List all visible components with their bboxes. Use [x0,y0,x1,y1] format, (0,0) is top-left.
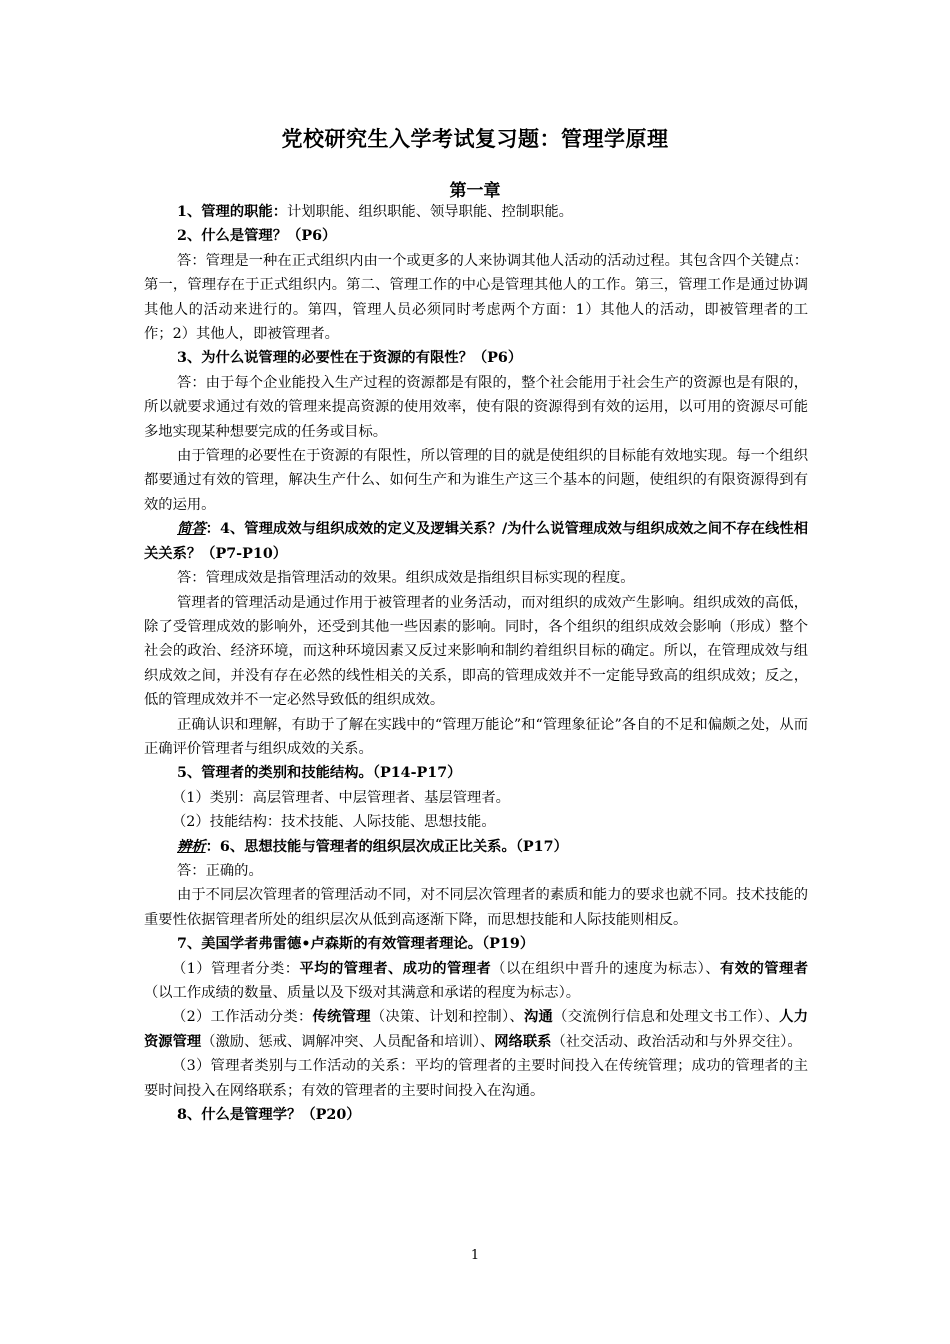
page-number: 1 [470,1248,480,1263]
chapter-heading: 第一章 [449,181,501,201]
q7-item-2-bold-2: 沟通 [523,1009,554,1026]
question-6-paragraph-2: 由于不同层次管理者的管理活动不同，对不同层次管理者的素质和能力的要求也就不同。技术技能的重要性依据管理者所处的组织层次从低到高逐渐下降，而思想技能和人际技能则相反。 [144,887,808,928]
question-1-text: 计划职能、组织职能、领导职能、控制职能。 [287,204,573,220]
question-5-item-2: （2）技能结构：技术技能、人际技能、思想技能。 [172,814,496,831]
question-3-heading: 3、为什么说管理的必要性在于资源的有限性？（P6） [177,350,523,367]
question-6-heading [144,835,808,859]
q7-item-1-text-2: （以工作成绩的数量、质量以及下级对其满意和承诺的程度为标志）。 [144,985,581,1001]
question-7-heading: 7、美国学者弗雷德•卢森斯的有效管理者理论。（P19） [177,936,535,953]
q7-item-2-bold-4: 网络联系 [494,1033,552,1050]
q7-item-2-text-4: （社交活动、政治活动和与外界交往）。 [551,1033,802,1050]
question-5-item-1: （1）类别：高层管理者、中层管理者、基层管理者。 [172,789,510,806]
question-4-label: ：4、管理成效与组织成效的定义及逻辑关系？/为什么说管理成效与组织成效之间不存在线性相关关系？（P7-P10） [144,521,809,562]
q7-item-1-bold-1: 平均的管理者、成功的管理者 [299,960,492,977]
q7-item-1-bold-2: 有效的管理者 [719,960,809,977]
q7-item-2-bold-1: 传统管理 [312,1009,371,1026]
question-4-heading [144,517,808,566]
question-8-heading: 8、什么是管理学？（P20） [177,1107,361,1124]
question-2-answer: 答：管理是一种在正式组织内由一个或更多的人来协调其他人活动的活动过程。其包含四个关键点：第一，管理存在于正式组织内。第二、管理工作的中心是管理其他人的工作。第三，管理工作是通过协调其他人的活动来进行的。第四，管理人员必须同时考虑两个方面：1）其他人的活动，即被管理者的工作；2）其他人，即被管理者。 [144,252,808,343]
question-2-heading: 2、什么是管理？（P6） [177,228,337,245]
q7-item-2-text-1: （决策、计划和控制）、 [370,1009,524,1026]
q7-item-2-text-3: （激励、惩戒、调解冲突、人员配备和培训）、 [201,1033,495,1050]
question-6-tag: 辨析 [177,838,206,855]
document-title: 党校研究生入学考试复习题：管理学原理 [281,126,669,151]
question-3-paragraph-2: 由于管理的必要性在于资源的有限性，所以管理的目的就是使组织的目标能有效地实现。每一个组织都要通过有效的管理，解决生产什么、如何生产和为谁生产这三个基本的问题，使组织的有限资源得到有效的运用。 [144,448,808,513]
question-1 [144,200,808,224]
q7-item-1-prefix: （1）管理者分类： [172,960,300,977]
q7-item-2-text-2: （交流例行信息和处理文书工作）、 [553,1009,780,1026]
question-7-item-2 [144,1005,808,1054]
question-6-answer: 答：正确的。 [177,862,263,879]
question-5-heading: 5、管理者的类别和技能结构。（P14-P17） [177,765,462,782]
question-6-label: ：6、思想技能与管理者的组织层次成正比关系。（P17） [205,838,568,855]
document-body [144,200,808,1127]
question-4-paragraph-2: 管理者的管理活动是通过作用于被管理者的业务活动，而对组织的成效产生影响。组织成效的高低，除了受管理成效的影响外，还受到其他一些因素的影响。同时，各个组织的组织成效会影响（形成）整个社会的政治、经济环境，而这种环境因素又反过来影响和制约着组织目标的确定。所以，在管理成效与组织成效之间，并没有存在必然的线性相关的关系，即高的管理成效并不一定能导致高的组织成效；反之，低的管理成效并不一定必然导致低的组织成效。 [144,594,808,709]
question-1-label: 1、管理的职能： [177,204,288,220]
question-4-tag: 简答 [177,521,206,538]
question-7-item-1 [144,957,808,1006]
question-7-item-3: （3）管理者类别与工作活动的关系：平均的管理者的主要时间投入在传统管理；成功的管理者的主要时间投入在网络联系；有效的管理者的主要时间投入在沟通。 [144,1058,808,1099]
q7-item-2-prefix: （2）工作活动分类： [172,1009,313,1026]
q7-item-2-bold-3: 人力资源管理 [144,1009,809,1050]
question-4-answer: 答：管理成效是指管理活动的效果。组织成效是指组织目标实现的程度。 [177,570,635,587]
question-3-answer: 答：由于每个企业能投入生产过程的资源都是有限的，整个社会能用于社会生产的资源也是有限的，所以就要求通过有效的管理来提高资源的使用效率，使有限的资源得到有效的运用，以可用的资源尽可能多地实现某种想要完成的任务或目标。 [144,374,808,440]
question-4-paragraph-3: 正确认识和理解，有助于了解在实践中的“管理万能论”和“管理象征论”各自的不足和偏颇之处，从而正确评价管理者与组织成效的关系。 [144,716,808,757]
q7-item-1-text-1: （以在组织中晋升的速度为标志）、 [491,960,720,977]
